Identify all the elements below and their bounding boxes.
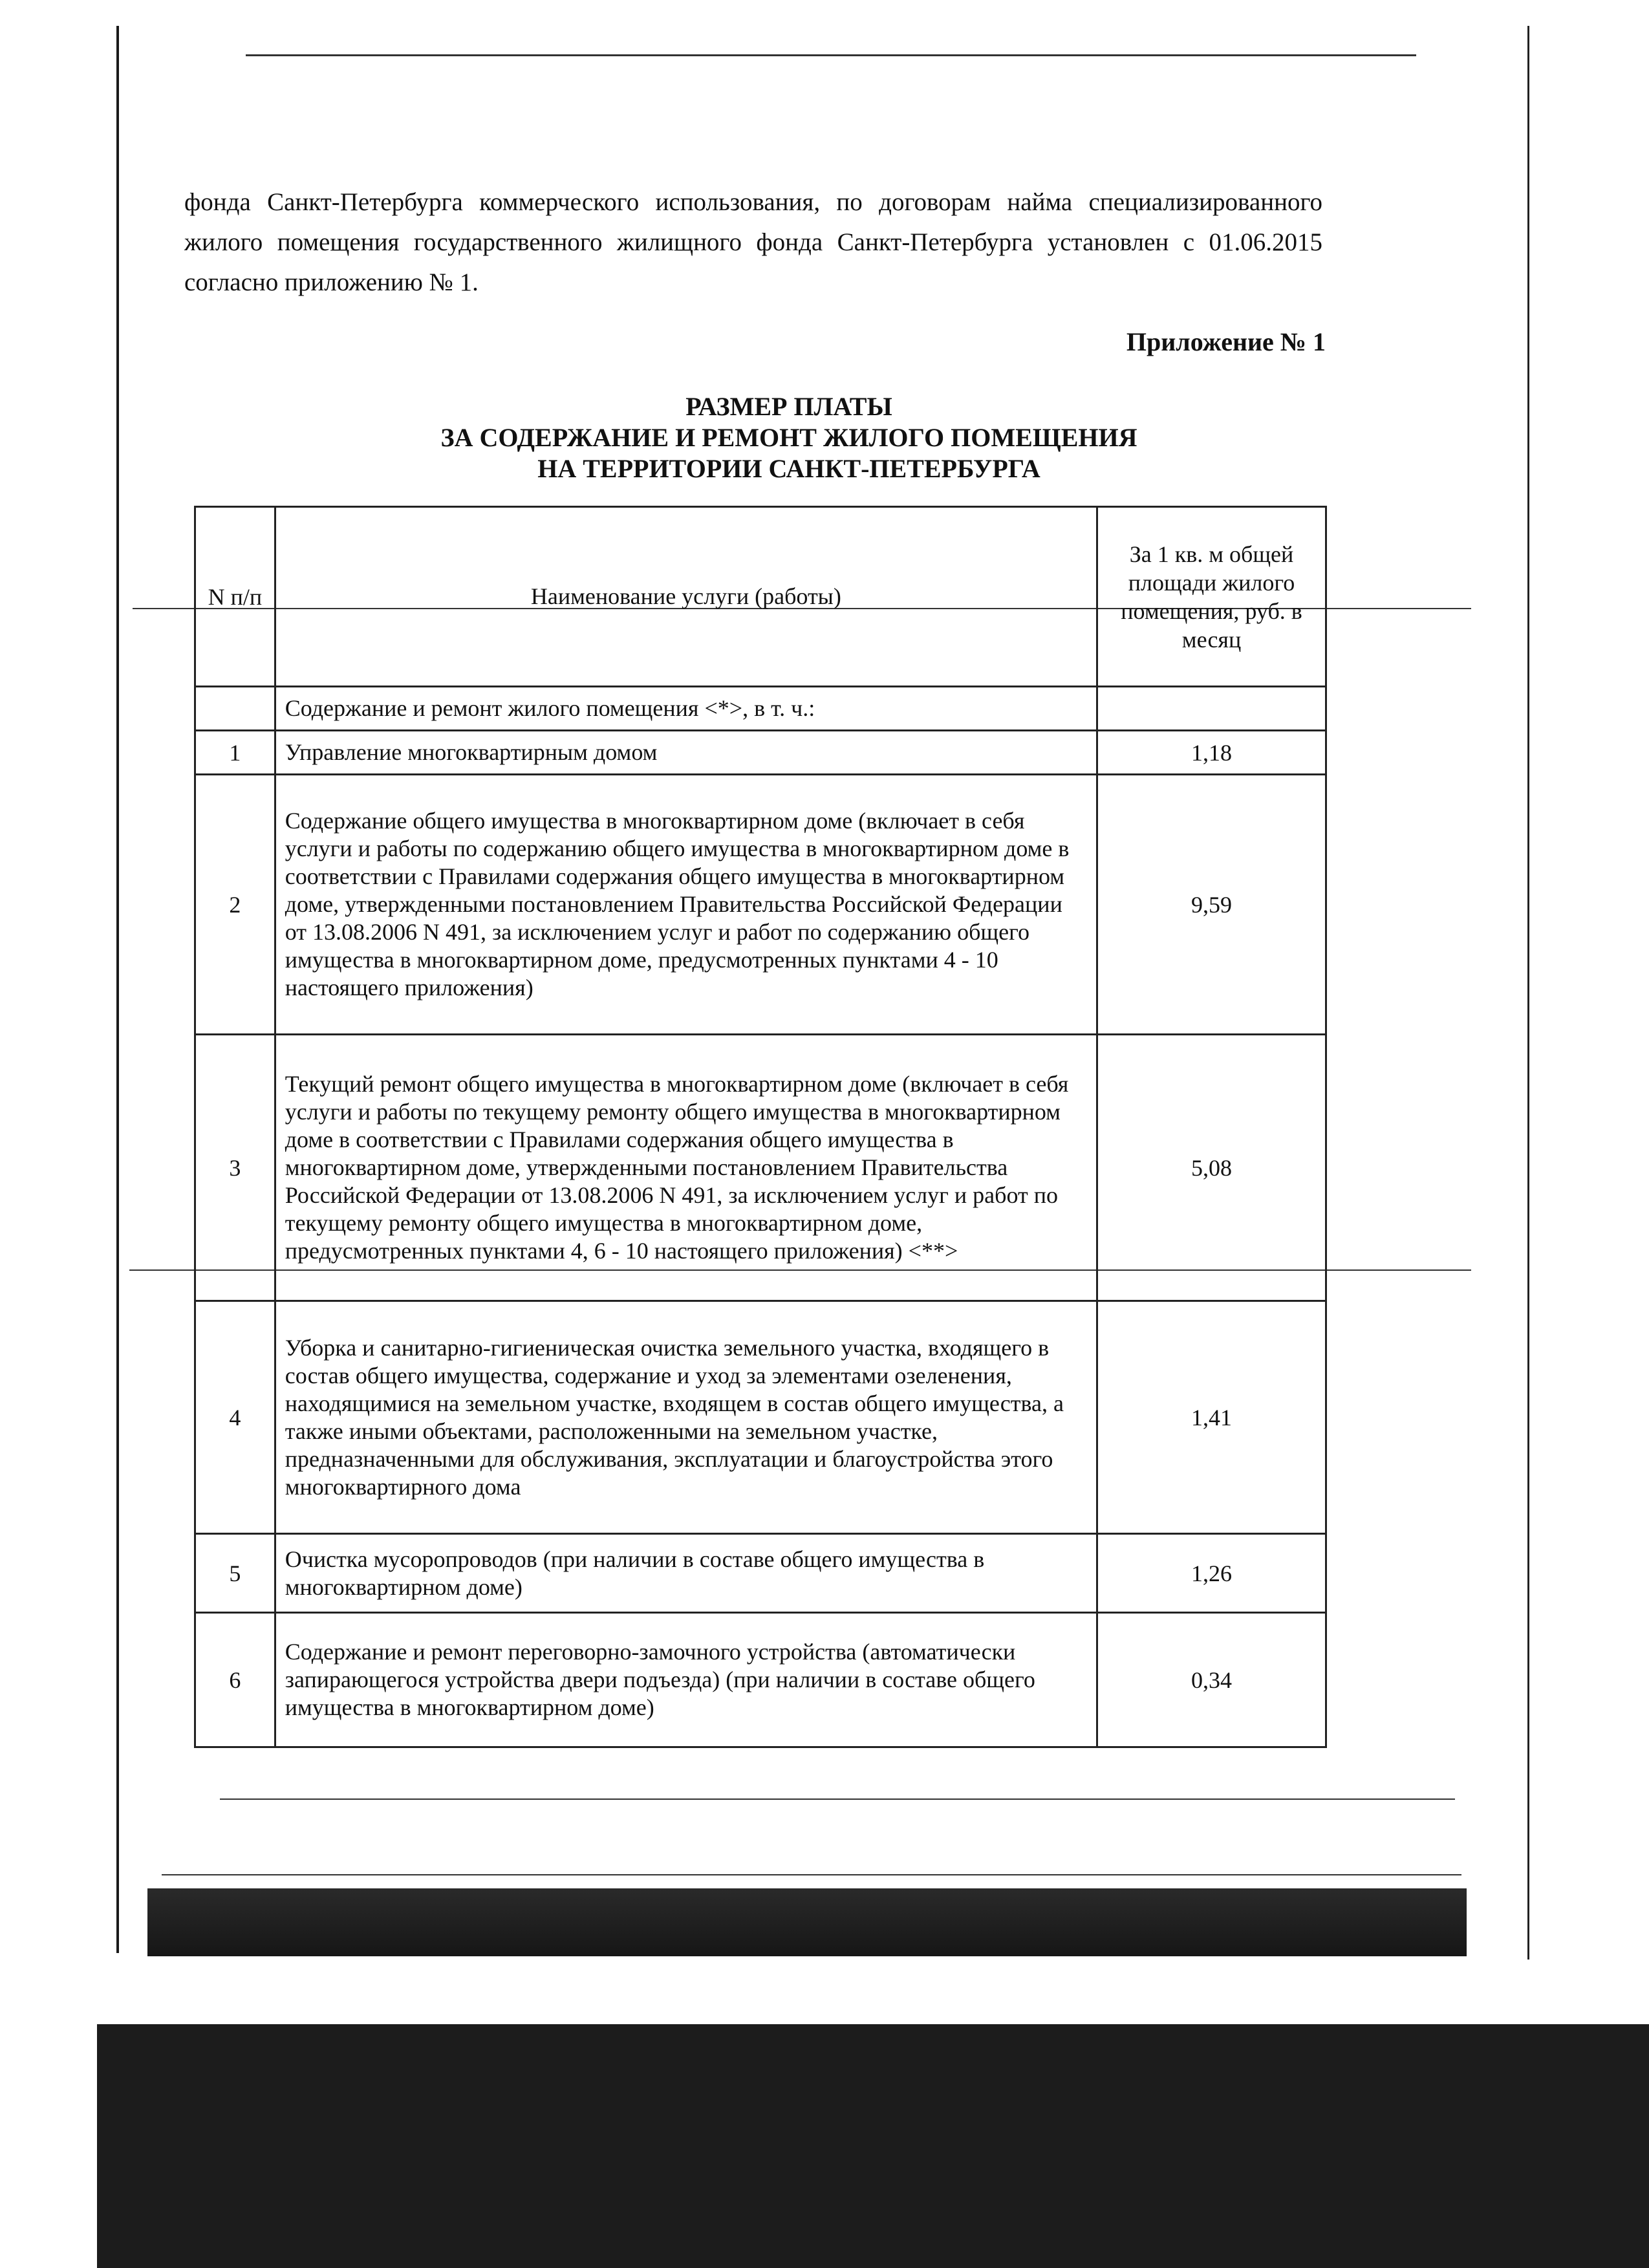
- row-price: 0,34: [1097, 1613, 1326, 1747]
- row-service-name: Содержание общего имущества в многоквартирном доме (включает в себя услуги и работы по содержанию общего имущества в многоквартирном доме в соответствии с Правилами содержания общего имущества в многоквартирном доме, утвержденными постановлением Правительства Российской Федерации от 13.08.2006 N 491, за исключением услуг и работ по содержанию общего имущества в многоквартирном доме, предусмотренных пунктами 4 - 10 настоящего приложения): [275, 775, 1097, 1035]
- scan-page-edge-right: [1527, 26, 1529, 1960]
- row-number: 1: [195, 731, 275, 775]
- title-line-2: ЗА СОДЕРЖАНИЕ И РЕМОНТ ЖИЛОГО ПОМЕЩЕНИЯ: [440, 423, 1137, 452]
- row-number: 5: [195, 1534, 275, 1613]
- scan-page-edge-top: [246, 54, 1416, 56]
- table-header-row: [195, 507, 1326, 687]
- fees-table: [194, 506, 1327, 1748]
- appendix-label: Приложение № 1: [1126, 327, 1326, 356]
- scan-dark-block: [97, 2024, 1649, 2268]
- table-group-row: [195, 687, 1326, 731]
- row-price: 5,08: [1097, 1035, 1326, 1301]
- table-row: [195, 1534, 1326, 1613]
- title-line-1: РАЗМЕР ПЛАТЫ: [685, 392, 892, 421]
- document-title: [336, 391, 1242, 484]
- scan-artifact-line: [162, 1874, 1461, 1875]
- scan-page-edge-left: [116, 26, 119, 1953]
- row-service-name: Управление многоквартирным домом: [275, 731, 1097, 775]
- table-row: [195, 775, 1326, 1035]
- scan-dark-band: [147, 1888, 1467, 1956]
- row-number: 4: [195, 1301, 275, 1534]
- row-price: 9,59: [1097, 775, 1326, 1035]
- row-service-name: Очистка мусоропроводов (при наличии в составе общего имущества в многоквартирном доме): [275, 1534, 1097, 1613]
- table-row: [195, 1035, 1326, 1301]
- row-service-name: Содержание и ремонт переговорно-замочного устройства (автоматически запирающегося устройства двери подъезда) (при наличии в составе общего имущества в многоквартирном доме): [275, 1613, 1097, 1747]
- title-line-3: НА ТЕРРИТОРИИ САНКТ-ПЕТЕРБУРГА: [537, 454, 1040, 483]
- group-price-cell: [1097, 687, 1326, 731]
- row-number: 6: [195, 1613, 275, 1747]
- header-number: N п/п: [195, 507, 275, 687]
- header-service-name: Наименование услуги (работы): [275, 507, 1097, 687]
- intro-paragraph: фонда Санкт-Петербурга коммерческого использования, по договорам найма специализированного жилого помещения государственного жилищного фонда Санкт-Петербурга установлен с 01.06.2015 согласно приложению № 1.: [184, 188, 1322, 296]
- row-number: 2: [195, 775, 275, 1035]
- group-label: Содержание и ремонт жилого помещения <*>, в т. ч.:: [275, 687, 1097, 731]
- table-row: [195, 1301, 1326, 1534]
- row-service-name: Текущий ремонт общего имущества в многоквартирном доме (включает в себя услуги и работы по текущему ремонту общего имущества в многоквартирном доме в соответствии с Правилами содержания общего имущества в многоквартирном доме, утвержденными постановлением Правительства Российской Федерации от 13.08.2006 N 491, за исключением услуг и работ по текущему ремонту общего имущества в многоквартирном доме, предусмотренных пунктами 4, 6 - 10 настоящего приложения) <**>: [275, 1035, 1097, 1301]
- header-price: За 1 кв. м общей площади жилого помещения, руб. в месяц: [1097, 507, 1326, 687]
- row-price: 1,41: [1097, 1301, 1326, 1534]
- row-service-name: Уборка и санитарно-гигиеническая очистка земельного участка, входящего в состав общего имущества, содержание и уход за элементами озеленения, находящимися на земельном участке, входящем в состав общего имущества, а также иными объектами, расположенными на земельном участке, предназначенными для обслуживания, эксплуатации и благоустройства этого многоквартирного дома: [275, 1301, 1097, 1534]
- row-number: 3: [195, 1035, 275, 1301]
- scan-artifact-line: [220, 1798, 1455, 1800]
- row-price: 1,18: [1097, 731, 1326, 775]
- group-number-cell: [195, 687, 275, 731]
- table-row: [195, 1613, 1326, 1747]
- row-price: 1,26: [1097, 1534, 1326, 1613]
- table-row: [195, 731, 1326, 775]
